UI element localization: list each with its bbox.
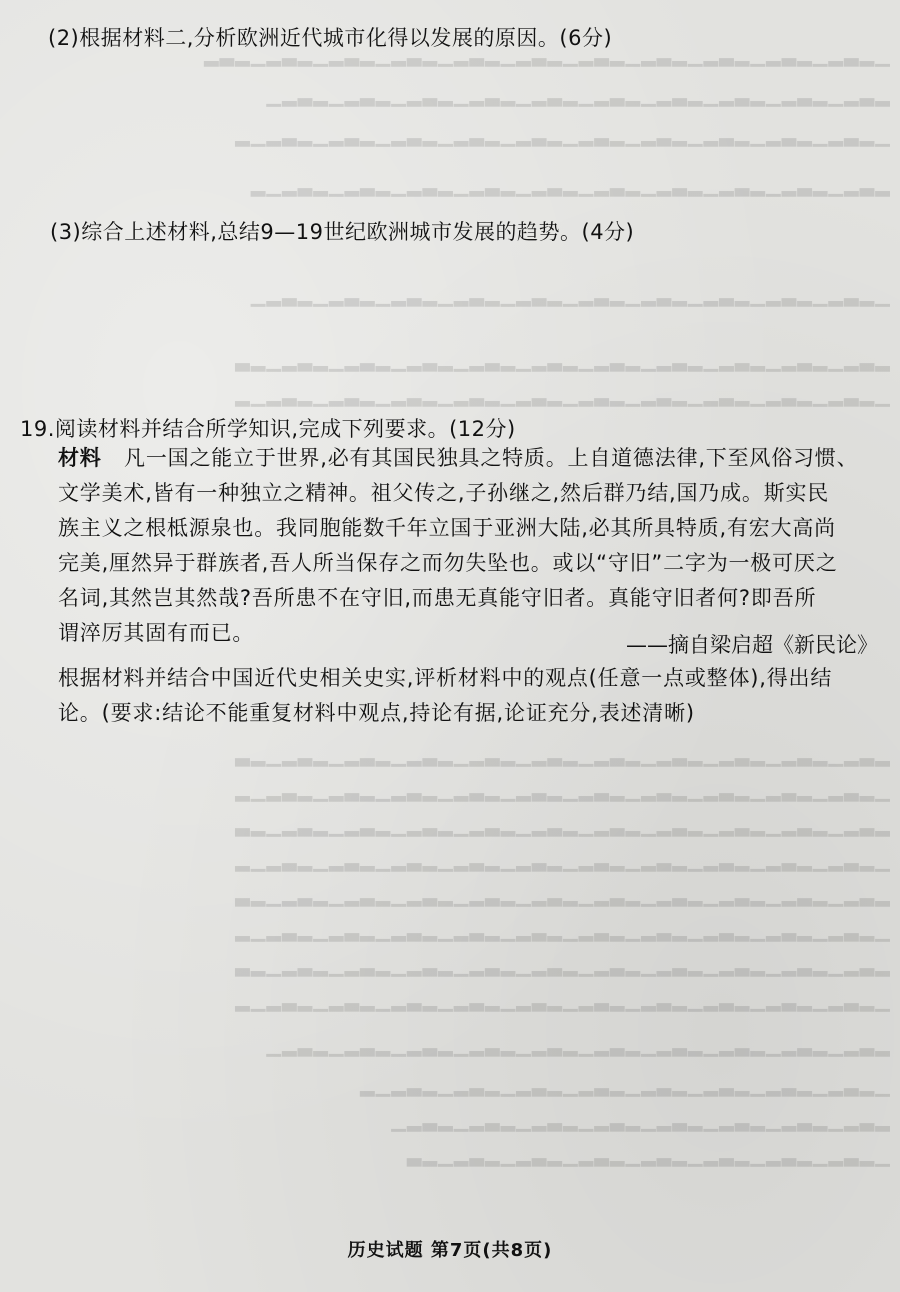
bleed-through: ▁▂▃▂▁▂▃▂▁▂▃▂▁▂▃▂▁▂▃▂▁▂▃▂▁▂▃▂▁▂▃▂▁▂▃▂▁▂▃▂▁▂ (234, 125, 890, 147)
bleed-through: ▁▂▃▂▁▂▃▂▁▂▃▂▁▂▃▂▁▂▃▂▁▂▃▂▁▂▃▂▁▂▃ (406, 1145, 890, 1167)
material-line: 名词,其然岂其然哉?吾所患不在守旧,而患无真能守旧者。真能守旧者何?即吾所 (58, 586, 817, 610)
bleed-through: ▂▃▂▁▂▃▂▁▂▃▂▁▂▃▂▁▂▃▂▁▂▃▂▁▂▃▂▁▂▃▂▁▂▃▂▁▂▃▂▁▂▃ (234, 885, 890, 907)
bleed-through: ▂▃▂▁▂▃▂▁▂▃▂▁▂▃▂▁▂▃▂▁▂▃▂▁▂▃▂▁▂▃▂▁▂▃▂▁▂▃▂▁▂ (249, 175, 890, 197)
bleed-through: ▂▃▂▁▂▃▂▁▂▃▂▁▂▃▂▁▂▃▂▁▂▃▂▁▂▃▂▁▂▃▂▁ (390, 1110, 890, 1132)
page-footer: 历史试题 第7页(共8页) (347, 1240, 553, 1261)
question-2: (2)根据材料二,分析欧洲近代城市化得以发展的原因。(6分) (48, 26, 613, 50)
bleed-through: ▂▃▂▁▂▃▂▁▂▃▂▁▂▃▂▁▂▃▂▁▂▃▂▁▂▃▂▁▂▃▂▁▂▃▂▁▂▃▂▁▂▃ (234, 815, 890, 837)
material-line: 谓淬厉其固有而已。 (58, 621, 255, 645)
bleed-through: ▁▂▃▂▁▂▃▂▁▂▃▂▁▂▃▂▁▂▃▂▁▂▃▂▁▂▃▂▁▂▃▂▁▂▃▂▁▂▃▂▁▂ (234, 990, 890, 1012)
bleed-through: ▁▂▃▂▁▂▃▂▁▂▃▂▁▂▃▂▁▂▃▂▁▂▃▂▁▂▃▂▁▂▃▂▁▂▃▂▁▂▃▂▁▂ (234, 780, 890, 802)
material-line: 族主义之根柢源泉也。我同胞能数千年立国于亚洲大陆,必其所具特质,有宏大高尚 (58, 516, 836, 540)
bleed-through: ▁▂▃▂▁▂▃▂▁▂▃▂▁▂▃▂▁▂▃▂▁▂▃▂▁▂▃▂▁▂▃▂▁▂ (359, 1075, 890, 1097)
material-line: 完美,厘然异于群族者,吾人所当保存之而勿失坠也。或以“守旧”二字为一极可厌之 (58, 551, 838, 575)
bleed-through: ▂▃▂▁▂▃▂▁▂▃▂▁▂▃▂▁▂▃▂▁▂▃▂▁▂▃▂▁▂▃▂▁▂▃▂▁▂▃▂▁▂▃ (234, 955, 890, 977)
bleed-through: ▁▂▃▂▁▂▃▂▁▂▃▂▁▂▃▂▁▂▃▂▁▂▃▂▁▂▃▂▁▂▃▂▁▂▃▂▁▂▃▂▁▂▃▂ (203, 45, 890, 67)
bleed-through: ▂▃▂▁▂▃▂▁▂▃▂▁▂▃▂▁▂▃▂▁▂▃▂▁▂▃▂▁▂▃▂▁▂▃▂▁▂▃▂▁ (265, 85, 890, 107)
task-instructions (58, 661, 880, 731)
bleed-through: ▁▂▃▂▁▂▃▂▁▂▃▂▁▂▃▂▁▂▃▂▁▂▃▂▁▂▃▂▁▂▃▂▁▂▃▂▁▂▃▂▁▂ (234, 920, 890, 942)
question-3: (3)综合上述材料,总结9—19世纪欧洲城市发展的趋势。(4分) (50, 220, 635, 244)
task-line: 根据材料并结合中国近代史相关史实,评析材料中的观点(任意一点或整体),得出结 (58, 666, 833, 690)
task-line: 论。(要求:结论不能重复材料中观点,持论有据,论证充分,表述清晰) (58, 701, 695, 725)
material-label: 材料 (58, 446, 102, 470)
bleed-through: ▂▃▂▁▂▃▂▁▂▃▂▁▂▃▂▁▂▃▂▁▂▃▂▁▂▃▂▁▂▃▂▁▂▃▂▁▂▃▂▁ (265, 1035, 890, 1057)
bleed-through: ▂▃▂▁▂▃▂▁▂▃▂▁▂▃▂▁▂▃▂▁▂▃▂▁▂▃▂▁▂▃▂▁▂▃▂▁▂▃▂▁▂▃ (234, 745, 890, 767)
material-line: 文学美术,皆有一种独立之精神。祖父传之,子孙继之,然后群乃结,国乃成。斯实民 (58, 481, 830, 505)
bleed-through: ▁▂▃▂▁▂▃▂▁▂▃▂▁▂▃▂▁▂▃▂▁▂▃▂▁▂▃▂▁▂▃▂▁▂▃▂▁▂▃▂▁▂ (234, 850, 890, 872)
bleed-through: ▂▃▂▁▂▃▂▁▂▃▂▁▂▃▂▁▂▃▂▁▂▃▂▁▂▃▂▁▂▃▂▁▂▃▂▁▂▃▂▁▂▃ (234, 350, 890, 372)
bleed-through: ▁▂▃▂▁▂▃▂▁▂▃▂▁▂▃▂▁▂▃▂▁▂▃▂▁▂▃▂▁▂▃▂▁▂▃▂▁▂▃▂▁ (249, 285, 890, 307)
bleed-through: ▁▂▃▂▁▂▃▂▁▂▃▂▁▂▃▂▁▂▃▂▁▂▃▂▁▂▃▂▁▂▃▂▁▂▃▂▁▂▃▂▁▂ (234, 385, 890, 407)
material-source: ——摘自梁启超《新民论》 (626, 633, 878, 657)
question-19-heading: 19.阅读材料并结合所学知识,完成下列要求。(12分) (20, 417, 516, 441)
material-passage (58, 441, 880, 651)
material-line: 材料 凡一国之能立于世界,必有其国民独具之特质。上自道德法律,下至风俗习惯、 (58, 446, 859, 470)
